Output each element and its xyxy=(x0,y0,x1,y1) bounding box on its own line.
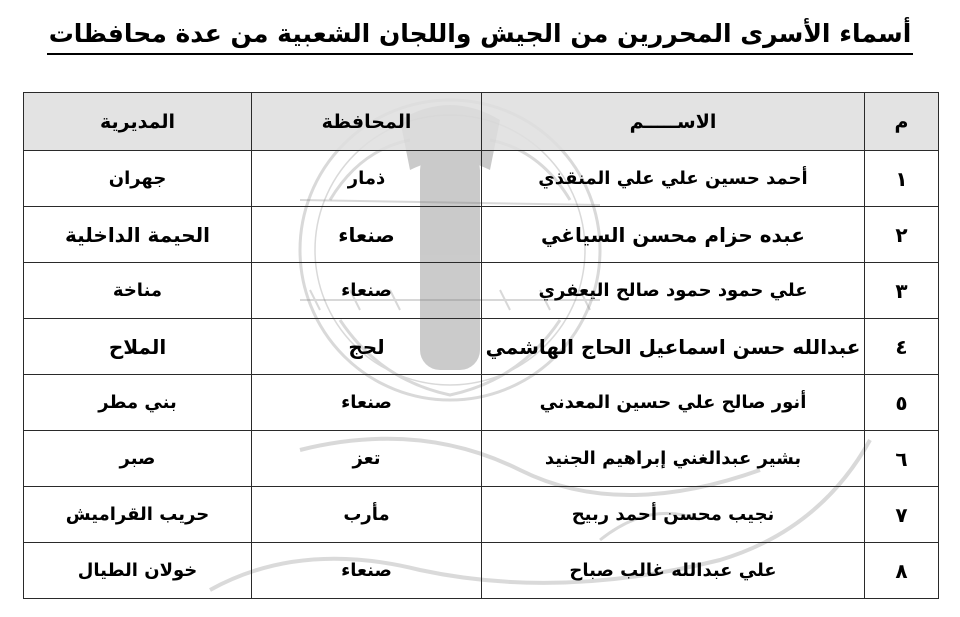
row-district: صبر xyxy=(24,431,252,487)
row-name: أنور صالح علي حسين المعدني xyxy=(482,375,865,431)
row-governorate: صنعاء xyxy=(252,207,482,263)
row-district: حريب القراميش xyxy=(24,487,252,543)
row-governorate: ذمار xyxy=(252,151,482,207)
row-number: ٢ xyxy=(865,207,939,263)
row-governorate: صنعاء xyxy=(252,375,482,431)
table-row xyxy=(24,543,939,599)
table-header-row xyxy=(24,93,939,151)
row-name: علي حمود حمود صالح اليعفري xyxy=(482,263,865,319)
table-row xyxy=(24,487,939,543)
column-header-number: م xyxy=(865,93,939,151)
row-governorate: صنعاء xyxy=(252,543,482,599)
row-number: ٣ xyxy=(865,263,939,319)
table-row xyxy=(24,207,939,263)
row-number: ٧ xyxy=(865,487,939,543)
row-name: نجيب محسن أحمد ربيح xyxy=(482,487,865,543)
row-district: بني مطر xyxy=(24,375,252,431)
column-header-governorate: المحافظة xyxy=(252,93,482,151)
prisoners-table xyxy=(23,92,939,599)
row-name: أحمد حسين علي علي المنقذي xyxy=(482,151,865,207)
row-governorate: مأرب xyxy=(252,487,482,543)
row-number: ٥ xyxy=(865,375,939,431)
row-district: الحيمة الداخلية xyxy=(24,207,252,263)
table-row xyxy=(24,431,939,487)
column-header-name: الاســـــم xyxy=(482,93,865,151)
table-row xyxy=(24,263,939,319)
row-name: عبدالله حسن اسماعيل الحاج الهاشمي xyxy=(482,319,865,375)
row-district: الملاح xyxy=(24,319,252,375)
row-number: ٨ xyxy=(865,543,939,599)
row-number: ١ xyxy=(865,151,939,207)
row-district: مناخة xyxy=(24,263,252,319)
table-row xyxy=(24,319,939,375)
row-governorate: لحج xyxy=(252,319,482,375)
row-number: ٦ xyxy=(865,431,939,487)
row-number: ٤ xyxy=(865,319,939,375)
row-name: بشير عبدالغني إبراهيم الجنيد xyxy=(482,431,865,487)
row-district: جهران xyxy=(24,151,252,207)
table-row xyxy=(24,375,939,431)
document-title: أسماء الأسرى المحررين من الجيش واللجان الشعبية من عدة محافظات xyxy=(47,18,914,55)
row-governorate: صنعاء xyxy=(252,263,482,319)
row-name: عبده حزام محسن السياغي xyxy=(482,207,865,263)
row-name: علي عبدالله غالب صباح xyxy=(482,543,865,599)
column-header-district: المديرية xyxy=(24,93,252,151)
document-title-wrapper xyxy=(0,18,960,55)
row-district: خولان الطيال xyxy=(24,543,252,599)
table-row xyxy=(24,151,939,207)
row-governorate: تعز xyxy=(252,431,482,487)
